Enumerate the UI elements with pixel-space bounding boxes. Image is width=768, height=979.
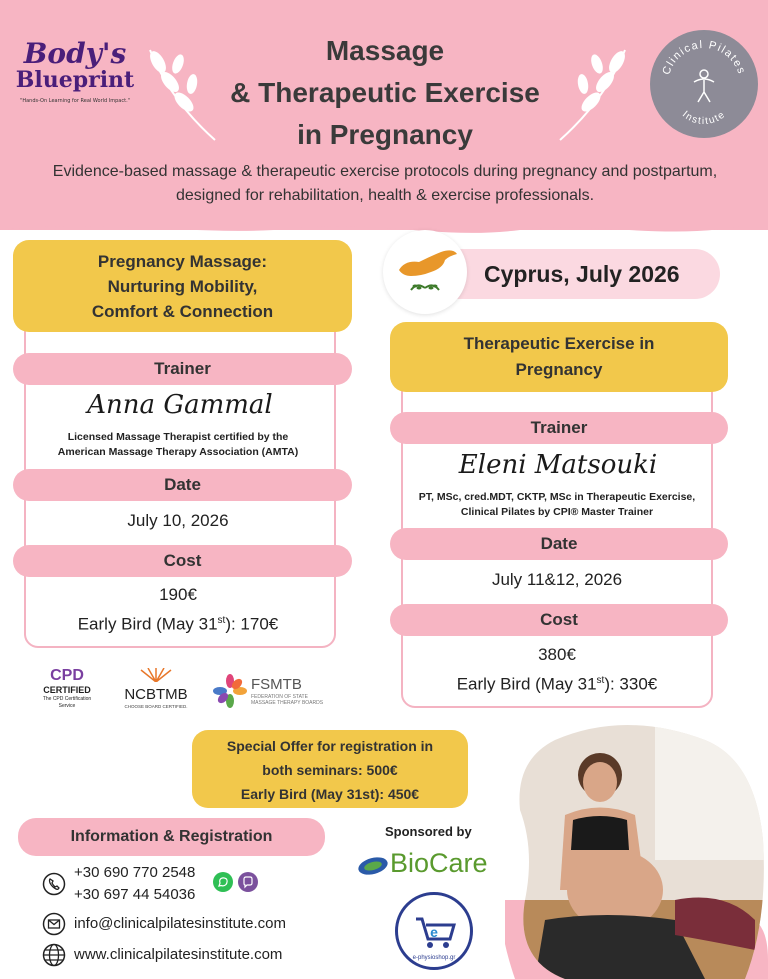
right-title-line2: Pregnancy xyxy=(515,360,603,379)
fsmtb-tagline1: FEDERATION OF STATE xyxy=(251,694,308,700)
svg-text:e: e xyxy=(430,924,438,940)
ncbtmb-tagline: CHOOSE BOARD CERTIFIED. xyxy=(124,704,188,709)
biocare-leaf-icon xyxy=(356,852,390,880)
email-icon xyxy=(42,912,66,936)
left-trainer-credentials xyxy=(30,430,326,460)
right-trainer-signature: Eleni Matsouki xyxy=(458,450,658,480)
title-line3: in Pregnancy xyxy=(297,119,473,150)
left-early-bird-sup: st xyxy=(217,615,226,626)
right-seminar-title xyxy=(390,322,728,392)
cart-icon xyxy=(398,895,470,967)
left-seminar-title xyxy=(13,240,352,332)
ncbtmb-name: NCBTMB xyxy=(124,686,188,703)
title-line1: Massage xyxy=(325,35,445,66)
cyprus-flag-icon xyxy=(383,230,467,314)
left-early-bird-prefix: Early Bird (May 31 xyxy=(77,614,218,634)
subtitle-line2: designed for rehabilitation, health & exercise professionals. xyxy=(175,187,595,204)
e-physioshop-logo xyxy=(395,892,473,970)
left-trainer-label: Trainer xyxy=(13,353,352,385)
subtitle xyxy=(20,160,750,208)
cpd-line3: The CPD Certification Service xyxy=(42,696,92,709)
title-line2: & Therapeutic Exercise xyxy=(230,77,540,108)
cpd-certified-logo xyxy=(34,668,100,710)
logo-line2: Blueprint xyxy=(15,67,135,93)
phone-number-1[interactable]: +30 690 770 2548 xyxy=(74,864,196,881)
right-early-bird xyxy=(402,668,712,698)
logo-line1: Body's xyxy=(23,37,127,70)
page-title xyxy=(180,30,590,156)
right-early-bird-prefix: Early Bird (May 31 xyxy=(456,674,597,694)
fsmtb-name: FSMTB xyxy=(251,676,302,693)
website-url[interactable]: www.clinicalpilatesinstitute.com xyxy=(74,946,283,963)
left-early-bird xyxy=(30,608,326,638)
sunburst-icon xyxy=(116,668,196,682)
fsmtb-logo xyxy=(213,674,335,710)
svg-text:Institute xyxy=(680,109,728,127)
right-trainer-credentials xyxy=(402,490,712,520)
ncbtmb-logo xyxy=(116,668,196,710)
cpd-line2: CERTIFIED xyxy=(43,685,91,695)
left-cred-line2: American Massage Therapy Association (AMTA) xyxy=(57,446,299,458)
offer-line1: Special Offer for registration in xyxy=(226,738,434,754)
right-cost-value: 380€ xyxy=(538,645,576,664)
cpi-top-text: Clinical Pilates xyxy=(660,38,748,77)
phone-icon xyxy=(42,872,66,896)
left-cred-line1: Licensed Massage Therapist certified by the xyxy=(67,431,289,443)
cpi-logo-icon xyxy=(650,30,758,138)
svg-text:Clinical Pilates xyxy=(660,39,747,76)
right-trainer-label: Trainer xyxy=(390,412,728,444)
special-offer-box xyxy=(192,730,468,808)
left-date-value: July 10, 2026 xyxy=(127,511,229,530)
right-title-line1: Therapeutic Exercise in xyxy=(463,334,655,353)
sponsored-by-label: Sponsored by xyxy=(385,824,472,839)
flower-icon xyxy=(213,674,247,708)
cpd-line1: CPD xyxy=(50,667,84,684)
right-cred-line2: Clinical Pilates by CPI® Master Trainer xyxy=(460,506,654,518)
offer-line3: Early Bird (May 31st): 450€ xyxy=(240,786,420,802)
eshop-text: e-physioshop.gr xyxy=(412,955,456,961)
offer-line2: both seminars: 500€ xyxy=(262,762,398,778)
subtitle-line1: Evidence-based massage & therapeutic exercise protocols during pregnancy and postpartum, xyxy=(52,163,718,180)
cpi-bottom-text: Institute xyxy=(680,108,728,128)
left-early-bird-suffix: ): 170€ xyxy=(225,614,279,634)
logo-tagline: "Hands-On Learning for Real World Impact." xyxy=(20,98,130,104)
fsmtb-tagline xyxy=(251,694,323,706)
email-address[interactable]: info@clinicalpilatesinstitute.com xyxy=(74,915,286,932)
left-cost-label: Cost xyxy=(13,545,352,577)
right-date-label: Date xyxy=(390,528,728,560)
right-early-bird-sup: st xyxy=(596,675,605,686)
left-date-label: Date xyxy=(13,469,352,501)
clinical-pilates-institute-logo xyxy=(650,30,758,138)
bodys-blueprint-logo xyxy=(10,37,140,104)
left-title-line1: Pregnancy Massage: xyxy=(97,251,268,271)
globe-icon xyxy=(42,943,66,967)
viber-icon[interactable] xyxy=(238,872,258,892)
biocare-logo-text: BioCare xyxy=(390,848,488,878)
right-cost-label: Cost xyxy=(390,604,728,636)
location-badge: Cyprus, July 2026 xyxy=(400,249,720,299)
left-title-line3: Comfort & Connection xyxy=(91,301,274,321)
right-cred-line1: PT, MSc, cred.MDT, CKTP, MSc in Therapeutic Exercise, xyxy=(418,491,696,503)
cyprus-flag xyxy=(383,230,467,314)
info-registration-heading: Information & Registration xyxy=(18,818,325,856)
pregnant-woman-photo xyxy=(505,720,768,979)
right-early-bird-suffix: ): 330€ xyxy=(604,674,658,694)
whatsapp-icon[interactable] xyxy=(213,872,233,892)
phone-number-2[interactable]: +30 697 44 54036 xyxy=(74,886,196,903)
fsmtb-tagline2: MASSAGE THERAPY BOARDS xyxy=(251,700,324,706)
left-title-line2: Nurturing Mobility, xyxy=(107,276,258,296)
left-cost-value: 190€ xyxy=(159,585,197,604)
left-trainer-signature: Anna Gammal xyxy=(87,390,273,420)
right-date-value: July 11&12, 2026 xyxy=(491,570,623,589)
